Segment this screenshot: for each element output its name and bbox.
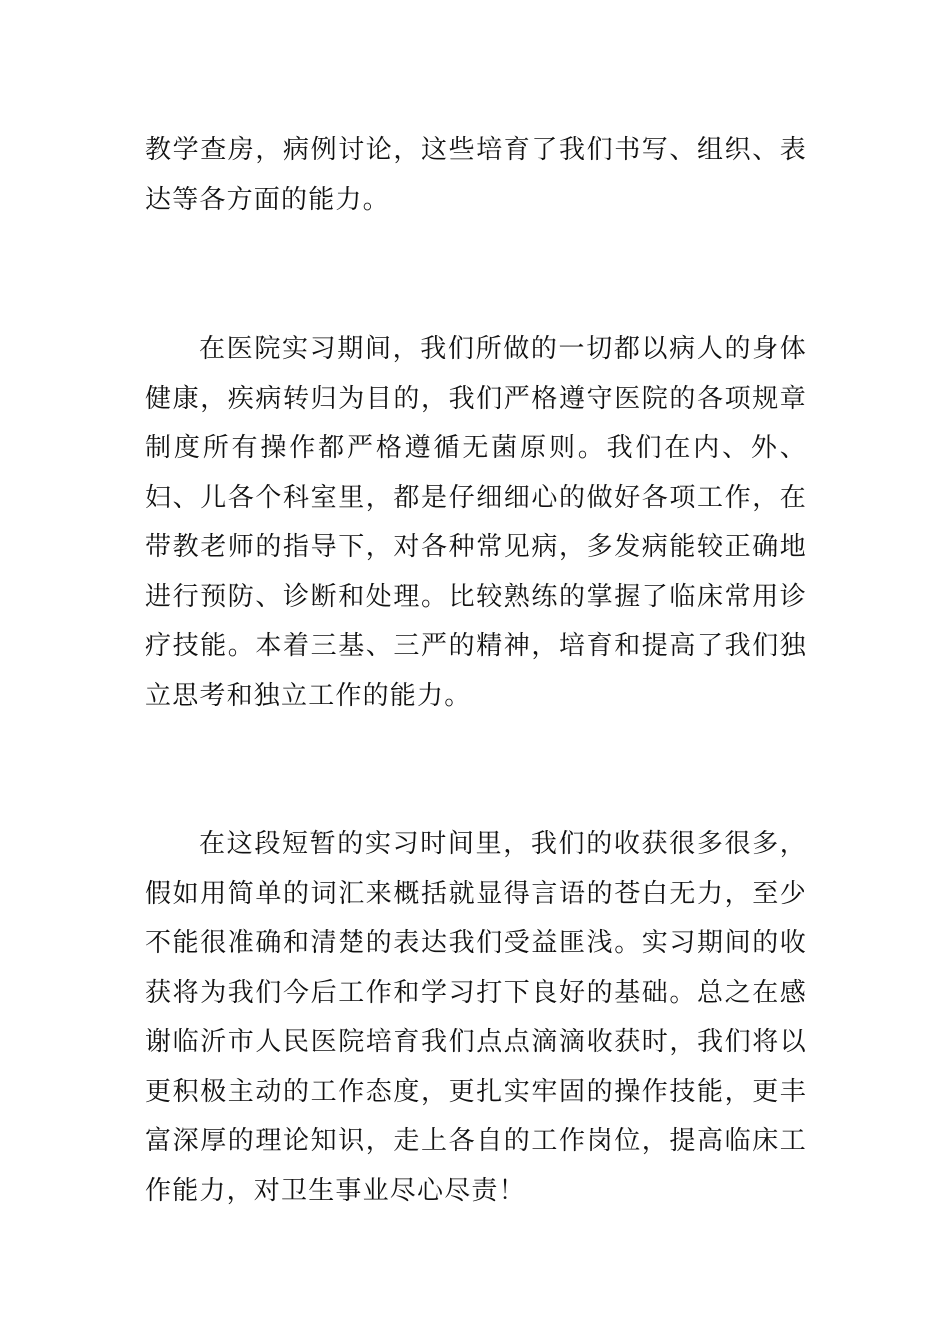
paragraph-continuation: 教学查房，病例讨论，这些培育了我们书写、组织、表达等各方面的能力。: [145, 135, 807, 215]
paragraph-internship-work: 在医院实习期间，我们所做的一切都以病人的身体健康，疾病转归为目的，我们严格遵守医院的各项规章制度所有操作都严格遵循无菌原则。我们在内、外、妇、儿各个科室里，都是仔细细心的做好各项工作，在带教老师的指导下，对各种常见病，多发病能较正确地进行预防、诊断和处理。比较熟练的掌握了临床常用诊疗技能。本着三基、三严的精神，培育和提高了我们独立思考和独立工作的能力。: [145, 334, 807, 711]
paragraph-internship-summary: 在这段短暂的实习时间里，我们的收获很多很多，假如用简单的词汇来概括就显得言语的苍白无力，至少不能很准确和清楚的表达我们受益匪浅。实习期间的收获将为我们今后工作和学习打下良好的基础。总之在感谢临沂市人民医院培育我们点点滴滴收获时，我们将以更积极主动的工作态度，更扎实牢固的操作技能，更丰富深厚的理论知识，走上各自的工作岗位，提高临床工作能力，对卫生事业尽心尽责！: [145, 829, 807, 1206]
